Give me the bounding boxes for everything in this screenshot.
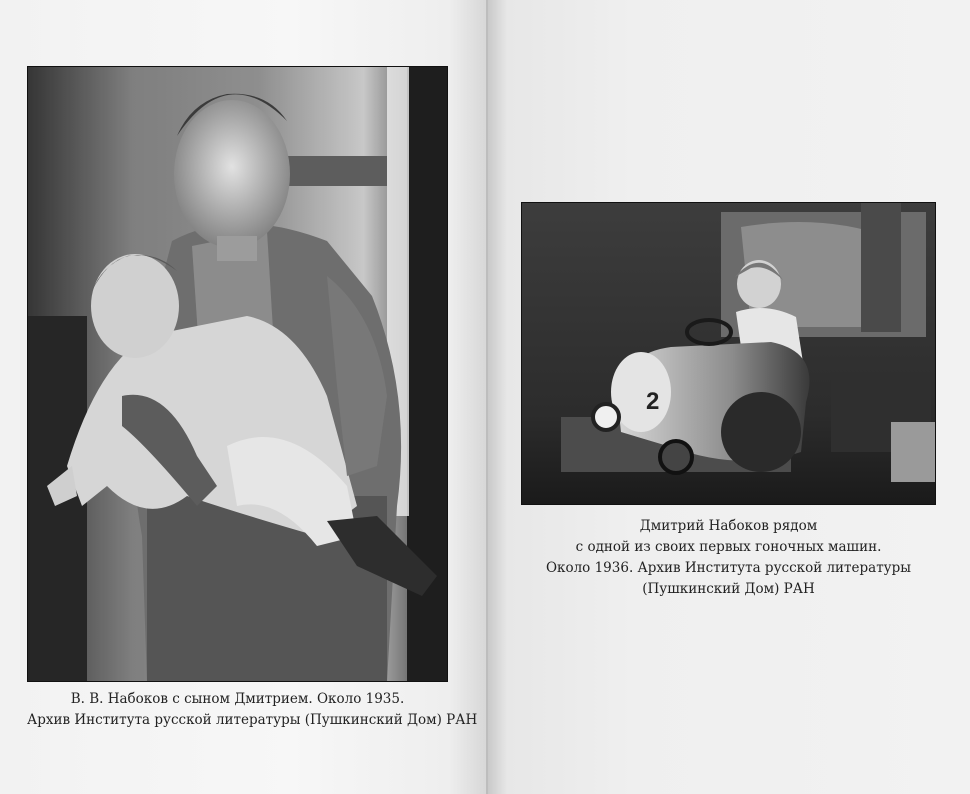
photo-dmitri-race-car [521, 202, 936, 505]
right-photo-caption [521, 516, 936, 600]
caption-line: В. В. Набоков с сыном Дмитрием. Около 1935. [70, 691, 405, 707]
photo-nabokov-with-son [27, 66, 448, 682]
caption-line: Дмитрий Набоков рядом [639, 518, 818, 534]
car-number: 2 [646, 388, 660, 415]
photo-nabokov-with-son-image [27, 66, 448, 682]
caption-line: (Пушкинский Дом) РАН [642, 581, 815, 597]
left-photo-caption [27, 689, 478, 731]
caption-line: Архив Института русской литературы (Пушкинский Дом) РАН [27, 712, 478, 728]
caption-line: Около 1936. Архив Института русской литературы [545, 560, 912, 576]
photo-dmitri-race-car-image [521, 202, 936, 505]
caption-line: с одной из своих первых гоночных машин. [575, 539, 882, 555]
